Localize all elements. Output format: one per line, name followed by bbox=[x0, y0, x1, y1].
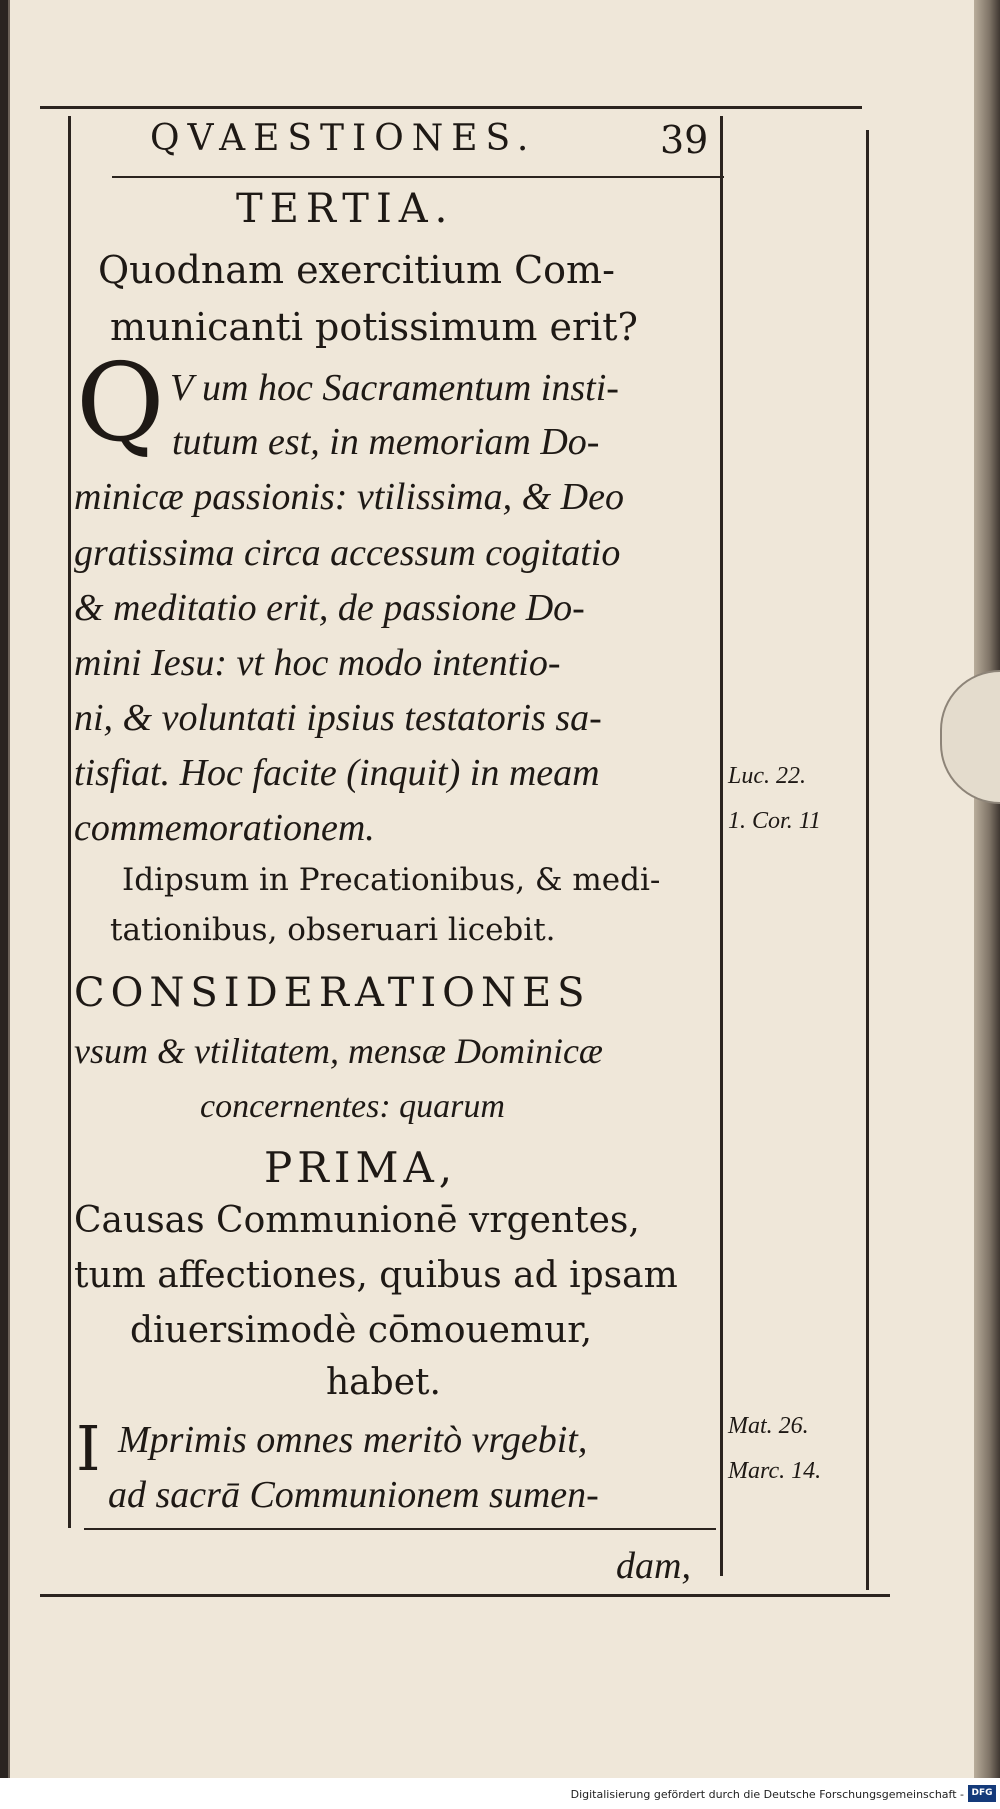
body-line-3: minicæ passionis: vtilissima, & Deo bbox=[74, 476, 624, 518]
question-line-1: Quodnam exercitium Com- bbox=[98, 248, 615, 292]
prima-line-1: Causas Communionē vrgentes, bbox=[74, 1200, 640, 1241]
prima-heading: PRIMA, bbox=[264, 1143, 458, 1192]
idipsum-line-2: tationibus, obseruari licebit. bbox=[110, 912, 556, 948]
header-underline bbox=[112, 176, 724, 178]
body-line-8: tisfiat. Hoc facite (inquit) in meam bbox=[74, 752, 600, 794]
body-line-5: & meditatio erit, de passione Do- bbox=[74, 587, 585, 629]
frame-mid-rule bbox=[720, 116, 723, 1576]
margin-ref-mat: Mat. 26. bbox=[728, 1413, 809, 1439]
body-line-2: tutum est, in memoriam Do- bbox=[172, 421, 600, 463]
book-edge bbox=[974, 0, 1000, 1778]
imprimis-line-1: Mprimis omnes meritò vrgebit, bbox=[118, 1419, 588, 1461]
drop-cap-q: Q bbox=[76, 341, 165, 466]
body-line-7: ni, & voluntati ipsius testatoris sa- bbox=[74, 697, 602, 739]
idipsum-line-1: Idipsum in Precationibus, & medi- bbox=[122, 862, 661, 898]
digitization-credit: Digitalisierung gefördert durch die Deutsche Forschungsgemeinschaft - bbox=[570, 1788, 964, 1801]
frame-left-rule bbox=[68, 116, 71, 1528]
prima-line-4: habet. bbox=[326, 1362, 441, 1403]
body-line-4: gratissima circa accessum cogitatio bbox=[74, 532, 621, 574]
footer-rule bbox=[84, 1528, 716, 1530]
prima-line-3: diuersimodè cōmouemur, bbox=[130, 1310, 593, 1351]
margin-ref-cor: 1. Cor. 11 bbox=[728, 808, 821, 834]
catchword: dam, bbox=[616, 1545, 691, 1587]
frame-right-rule bbox=[866, 130, 869, 1590]
considerationes-line-2: vsum & vtilitatem, mensæ Dominicæ bbox=[74, 1031, 603, 1071]
body-line-6: mini Iesu: vt hoc modo intentio- bbox=[74, 642, 561, 684]
considerationes-heading: CONSIDERATIONES bbox=[74, 970, 591, 1016]
frame-top-rule bbox=[40, 106, 862, 109]
section-title: TERTIA. bbox=[236, 186, 455, 232]
body-line-9: commemorationem. bbox=[74, 807, 375, 849]
prima-line-2: tum affectiones, quibus ad ipsam bbox=[74, 1255, 678, 1296]
dfg-logo: DFG bbox=[968, 1785, 996, 1802]
body-line-1: V um hoc Sacramentum insti- bbox=[170, 367, 619, 409]
margin-ref-marc: Marc. 14. bbox=[728, 1458, 822, 1484]
drop-cap-i: I bbox=[76, 1412, 101, 1485]
running-head: QVAESTIONES. bbox=[150, 118, 537, 159]
considerationes-line-3: concernentes: quarum bbox=[200, 1088, 505, 1125]
page-number: 39 bbox=[660, 118, 709, 162]
imprimis-line-2: ad sacrā Communionem sumen- bbox=[108, 1474, 599, 1516]
margin-ref-luc: Luc. 22. bbox=[728, 763, 806, 789]
question-line-2: municanti potissimum erit? bbox=[110, 305, 638, 349]
frame-bottom-rule bbox=[40, 1594, 890, 1597]
